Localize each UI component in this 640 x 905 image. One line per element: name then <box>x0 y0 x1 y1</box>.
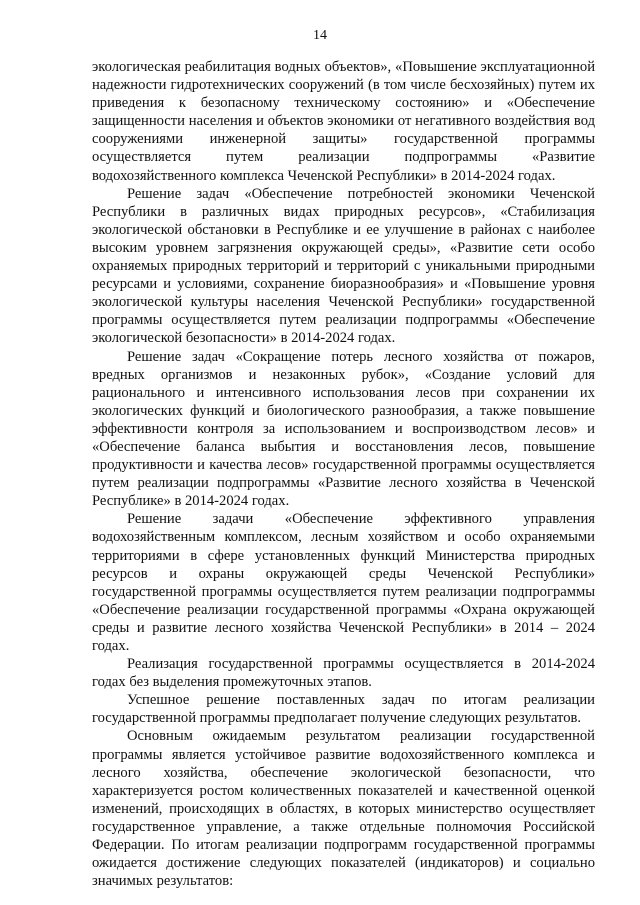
paragraph-4: Решение задачи «Обеспечение эффективного управления водохозяйственным комплексом, лесным хозяйством и особо охраняемыми территориями в сфере установленных функций Министерства природных ресурсов и охраны окружающей среды Чеченской Республики» государственной программы осуществляется путем реализации подпрограммы «Обеспечение реализации государственной программы «Охрана окружающей среды и развитие лесного хозяйства Чеченской Республики» в 2014 – 2024 годах. <box>92 511 595 654</box>
paragraph-2: Решение задач «Обеспечение потребностей экономики Чеченской Республики в различных видах природных ресурсов», «Стабилизация экологической обстановки в Республике и ее улучшение в районах с наиболее высоким уровнем загрязнения окружающей среды», «Развитие сети особо охраняемых природных территорий и территорий с уникальными природными ресурсами и условиями, сохранение биоразнообразия» и «Повышение уровня экологической культуры населения Чеченской Республики» государственной программы осуществляется путем реализации подпрограммы «Обеспечение экологической безопасности» в 2014-2024 годах. <box>92 185 595 347</box>
paragraph-5: Реализация государственной программы осуществляется в 2014-2024 годах без выделения промежуточных этапов. <box>92 656 595 691</box>
document-body <box>92 58 595 890</box>
paragraph-1: экологическая реабилитация водных объектов», «Повышение эксплуатационной надежности гидротехнических сооружений (в том числе бесхозяйных) путем их приведения к безопасному техническому состоянию» и «Обеспечение защищенности населения и объектов экономики от негативного воздействия вод сооружениями инженерной защиты» государственной программы осуществляется путем реализации подпрограммы «Развитие водохозяйственного комплекса Чеченской Республики» в 2014-2024 годах. <box>92 59 595 184</box>
page-number: 14 <box>313 28 327 43</box>
paragraph-3: Решение задач «Сокращение потерь лесного хозяйства от пожаров, вредных организмов и незаконных рубок», «Создание условий для рационального и интенсивного использования лесов при сохранении их экологических функций и биологического разнообразия, а также повышение эффективности контроля за использованием и воспроизводством лесов» и «Обеспечение баланса выбытия и восстановления лесов, повышение продуктивности и качества лесов» государственной программы осуществляется путем реализации подпрограммы «Развитие лесного хозяйства в Чеченской Республике» в 2014-2024 годах. <box>92 348 595 510</box>
paragraph-7: Основным ожидаемым результатом реализации государственной программы является устойчивое развитие водохозяйственного комплекса и лесного хозяйства, обеспечение экологической безопасности, что характеризуется ростом количественных показателей и качественной оценкой изменений, происходящих в областях, в которых министерство осуществляет государственное управление, а также отдельные полномочия Российской Федерации. По итогам реализации подпрограмм государственной программы ожидается достижение следующих показателей (индикаторов) и социально значимых результатов: <box>92 728 595 890</box>
paragraph-6: Успешное решение поставленных задач по итогам реализации государственной программы предполагает получение следующих результатов. <box>92 692 595 727</box>
